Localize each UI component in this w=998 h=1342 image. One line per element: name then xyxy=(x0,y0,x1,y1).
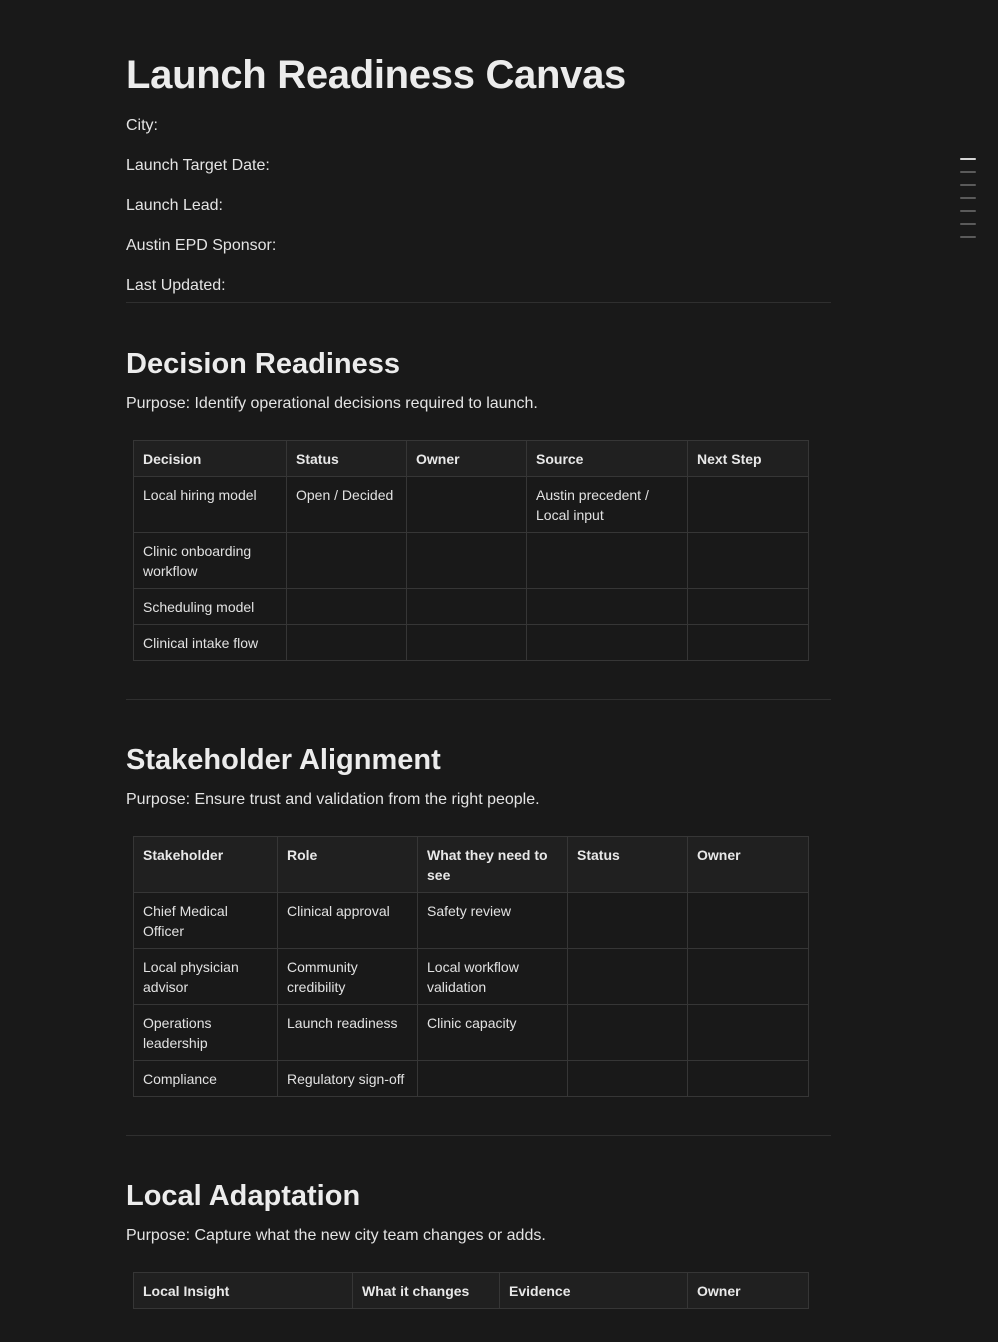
table-cell[interactable]: Local hiring model xyxy=(134,477,287,533)
table-row xyxy=(134,625,809,661)
table-row xyxy=(134,893,809,949)
column-header[interactable]: Source xyxy=(527,441,688,477)
table-cell[interactable] xyxy=(568,893,688,949)
table-cell[interactable] xyxy=(527,589,688,625)
toc-marker[interactable] xyxy=(960,158,976,160)
table-cell[interactable]: Local physician advisor xyxy=(134,949,278,1005)
table-row xyxy=(134,533,809,589)
column-header[interactable]: Stakeholder xyxy=(134,837,278,893)
table-cell[interactable]: Regulatory sign-off xyxy=(278,1061,418,1097)
table-cell[interactable] xyxy=(287,589,407,625)
section-purpose: Purpose: Capture what the new city team changes or adds. xyxy=(126,1227,546,1244)
page-title: Launch Readiness Canvas xyxy=(126,53,626,97)
column-header[interactable]: Decision xyxy=(134,441,287,477)
column-header[interactable]: Owner xyxy=(688,1273,809,1309)
column-header[interactable]: Local Insight xyxy=(134,1273,353,1309)
divider xyxy=(126,302,831,303)
toc-marker[interactable] xyxy=(960,197,976,199)
table-cell[interactable] xyxy=(688,625,809,661)
section-local-adaptation xyxy=(126,1179,831,1309)
table-cell[interactable] xyxy=(688,1061,809,1097)
table-cell[interactable]: Austin precedent / Local input xyxy=(527,477,688,533)
table-cell[interactable] xyxy=(688,949,809,1005)
property-last-updated[interactable]: Last Updated: xyxy=(126,277,226,294)
column-header[interactable]: Status xyxy=(568,837,688,893)
table-cell[interactable] xyxy=(568,949,688,1005)
section-decision-readiness xyxy=(126,347,831,661)
section-purpose: Purpose: Identify operational decisions required to launch. xyxy=(126,395,538,412)
column-header[interactable]: What they need to see xyxy=(418,837,568,893)
table-cell[interactable] xyxy=(688,589,809,625)
column-header[interactable]: Owner xyxy=(407,441,527,477)
table-cell[interactable] xyxy=(568,1005,688,1061)
table-row xyxy=(134,477,809,533)
table-cell[interactable]: Chief Medical Officer xyxy=(134,893,278,949)
column-header[interactable]: Owner xyxy=(688,837,809,893)
table-row xyxy=(134,589,809,625)
table-cell[interactable] xyxy=(287,625,407,661)
column-header[interactable]: What it changes xyxy=(353,1273,500,1309)
table-row xyxy=(134,1061,809,1097)
table-cell[interactable]: Operations leadership xyxy=(134,1005,278,1061)
local-adaptation-table xyxy=(133,1272,809,1309)
table-cell[interactable]: Safety review xyxy=(418,893,568,949)
table-cell[interactable] xyxy=(568,1061,688,1097)
table-row xyxy=(134,949,809,1005)
table-cell[interactable]: Community credibility xyxy=(278,949,418,1005)
column-header[interactable]: Next Step xyxy=(688,441,809,477)
table-cell[interactable] xyxy=(527,533,688,589)
property-austin-epd-sponsor[interactable]: Austin EPD Sponsor: xyxy=(126,237,277,254)
table-header-row xyxy=(134,837,809,893)
table-cell[interactable] xyxy=(527,625,688,661)
table-cell[interactable]: Local workflow validation xyxy=(418,949,568,1005)
table-cell[interactable] xyxy=(407,533,527,589)
stakeholder-table xyxy=(133,836,809,1097)
table-row xyxy=(134,1005,809,1061)
table-cell[interactable] xyxy=(688,477,809,533)
table-cell[interactable]: Clinical approval xyxy=(278,893,418,949)
column-header[interactable]: Role xyxy=(278,837,418,893)
page-content xyxy=(126,0,831,1309)
properties-list xyxy=(126,116,831,316)
table-cell[interactable]: Open / Decided xyxy=(287,477,407,533)
section-heading: Decision Readiness xyxy=(126,348,400,380)
section-heading: Local Adaptation xyxy=(126,1180,361,1212)
toc-marker[interactable] xyxy=(960,210,976,212)
toc-marker[interactable] xyxy=(960,184,976,186)
table-header-row xyxy=(134,1273,809,1309)
column-header[interactable]: Status xyxy=(287,441,407,477)
toc-marker[interactable] xyxy=(960,171,976,173)
table-cell[interactable] xyxy=(407,589,527,625)
decision-table xyxy=(133,440,809,661)
table-cell[interactable]: Launch readiness xyxy=(278,1005,418,1061)
table-cell[interactable] xyxy=(418,1061,568,1097)
divider xyxy=(126,699,831,700)
column-header[interactable]: Evidence xyxy=(500,1273,688,1309)
table-cell[interactable] xyxy=(688,1005,809,1061)
section-stakeholder-alignment xyxy=(126,743,831,1097)
table-cell[interactable] xyxy=(287,533,407,589)
table-cell[interactable]: Clinical intake flow xyxy=(134,625,287,661)
table-cell[interactable]: Compliance xyxy=(134,1061,278,1097)
divider xyxy=(126,1135,831,1136)
property-launch-target-date[interactable]: Launch Target Date: xyxy=(126,157,270,174)
table-cell[interactable]: Scheduling model xyxy=(134,589,287,625)
table-cell[interactable] xyxy=(407,625,527,661)
table-cell[interactable] xyxy=(688,533,809,589)
table-cell[interactable]: Clinic capacity xyxy=(418,1005,568,1061)
table-of-contents-minimap[interactable] xyxy=(960,158,976,249)
toc-marker[interactable] xyxy=(960,236,976,238)
section-heading: Stakeholder Alignment xyxy=(126,744,441,776)
table-cell[interactable] xyxy=(407,477,527,533)
section-purpose: Purpose: Ensure trust and validation from the right people. xyxy=(126,791,540,808)
table-header-row xyxy=(134,441,809,477)
table-cell[interactable] xyxy=(688,893,809,949)
table-cell[interactable]: Clinic onboarding workflow xyxy=(134,533,287,589)
property-city[interactable]: City: xyxy=(126,117,158,134)
property-launch-lead[interactable]: Launch Lead: xyxy=(126,197,223,214)
toc-marker[interactable] xyxy=(960,223,976,225)
